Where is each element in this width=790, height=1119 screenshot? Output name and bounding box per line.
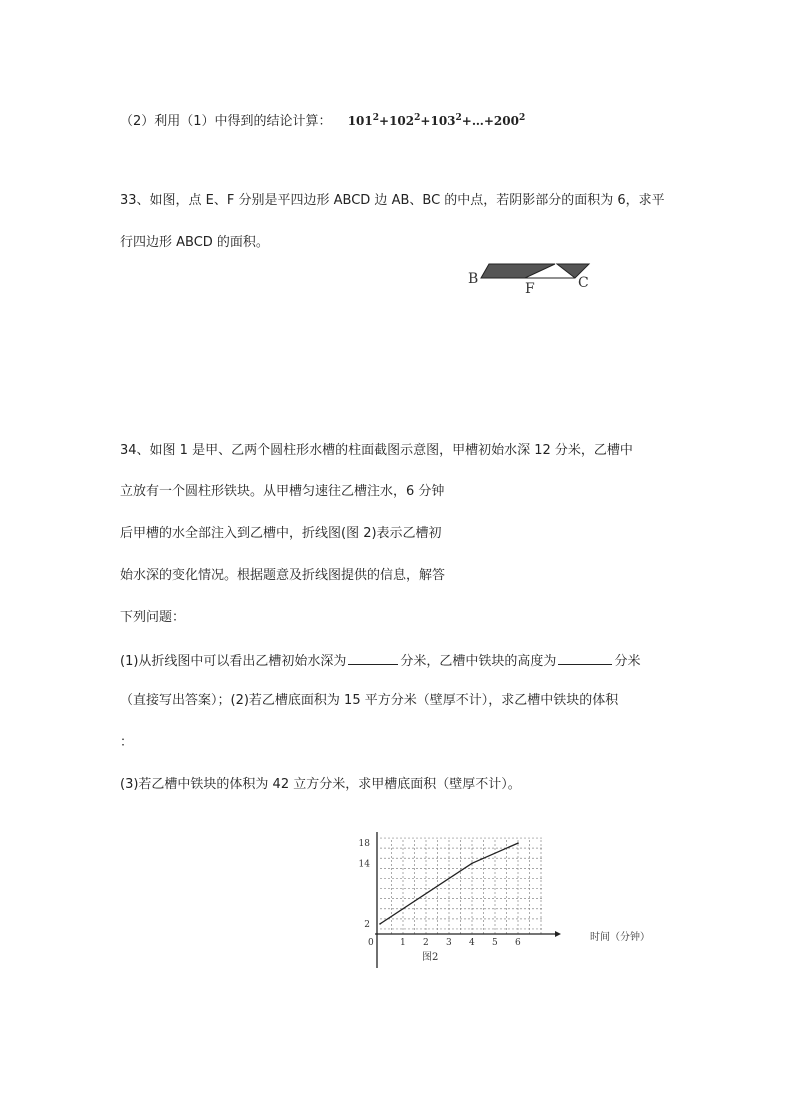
q1-text-part2: 分米，乙槽中铁块的高度为 [400, 654, 557, 669]
x-axis-label: 时间（分钟） [590, 932, 650, 943]
formula-plus: + [379, 114, 390, 128]
x-tick-label: 0 [368, 938, 374, 948]
data-point [379, 923, 381, 925]
formula-term: 103 [430, 114, 456, 128]
q34-line-8: ： [120, 735, 134, 750]
vertex-label-c: C [578, 275, 589, 291]
parallelogram-figure [465, 258, 605, 298]
x-tick-label: 1 [400, 938, 406, 948]
vertex-label-b: B [468, 271, 479, 287]
x-tick-label: 5 [492, 938, 498, 948]
data-point [471, 863, 473, 865]
series-line [380, 843, 518, 924]
answer-blank-block-height[interactable] [558, 652, 612, 665]
sum-of-squares-formula [348, 114, 526, 128]
chart-title: 图2 [422, 952, 439, 963]
q34-line-2: 立放有一个圆柱形铁块。从甲槽匀速往乙槽注水，6 分钟 [120, 484, 445, 499]
x-tick-label: 2 [423, 938, 429, 948]
q33-line-2: 行四边形 ABCD 的面积。 [120, 235, 269, 250]
formula-plus: + [420, 114, 431, 128]
q32-part2-line [120, 110, 525, 130]
q32-part2-text: （2）利用（1）中得到的结论计算： [120, 114, 332, 129]
x-tick-label: 3 [446, 938, 452, 948]
q34-line-4: 始水深的变化情况。根据题意及折线图提供的信息，解答 [120, 568, 446, 583]
q34-line-9: (3)若乙槽中铁块的体积为 42 立方分米，求甲槽底面积（壁厚不计）。 [120, 777, 521, 792]
vertex-label-f: F [525, 281, 535, 297]
q34-line-1: 34、如图 1 是甲、乙两个圆柱形水槽的柱面截图示意图，甲槽初始水深 12 分米，乙槽中 [120, 443, 633, 458]
chart-tick-labels [359, 839, 521, 948]
y-tick-label: 14 [358, 859, 370, 870]
formula-term: 102 [389, 114, 415, 128]
q34-question-1 [120, 652, 640, 670]
formula-plus: + [483, 114, 494, 128]
q1-text-part3: 分米 [614, 654, 641, 669]
q1-text-part1: (1)从折线图中可以看出乙槽初始水深为 [120, 654, 347, 669]
q34-line-3: 后甲槽的水全部注入到乙槽中，折线图(图 2)表示乙槽初 [120, 526, 442, 541]
water-depth-line-chart [355, 815, 665, 975]
formula-exponent: 2 [372, 113, 380, 123]
formula-ellipsis: … [471, 114, 484, 128]
q34-line-5: 下列问题： [120, 610, 186, 625]
chart-grid [380, 838, 544, 934]
formula-exponent: 2 [414, 113, 421, 123]
y-tick-label: 2 [364, 919, 370, 930]
y-tick-label: 18 [358, 839, 370, 850]
data-point [517, 842, 519, 844]
x-tick-label: 6 [515, 938, 521, 948]
formula-exponent: 2 [455, 113, 462, 123]
q33-line-1: 33、如图，点 E、F 分别是平四边形 ABCD 边 AB、BC 的中点，若阴影部分的面积为 6，求平 [120, 193, 665, 208]
formula-plus: + [461, 114, 472, 128]
x-tick-label: 4 [469, 938, 475, 948]
q34-line-7: （直接写出答案）；(2)若乙槽底面积为 15 平方分米（壁厚不计），求乙槽中铁块的体积 [120, 693, 619, 708]
formula-term: 101 [347, 114, 373, 128]
shaded-region-left [481, 264, 555, 278]
formula-exponent: 2 [518, 113, 526, 123]
answer-blank-initial-depth[interactable] [348, 652, 398, 665]
x-axis-arrow [555, 931, 561, 937]
formula-term: 200 [493, 114, 519, 128]
